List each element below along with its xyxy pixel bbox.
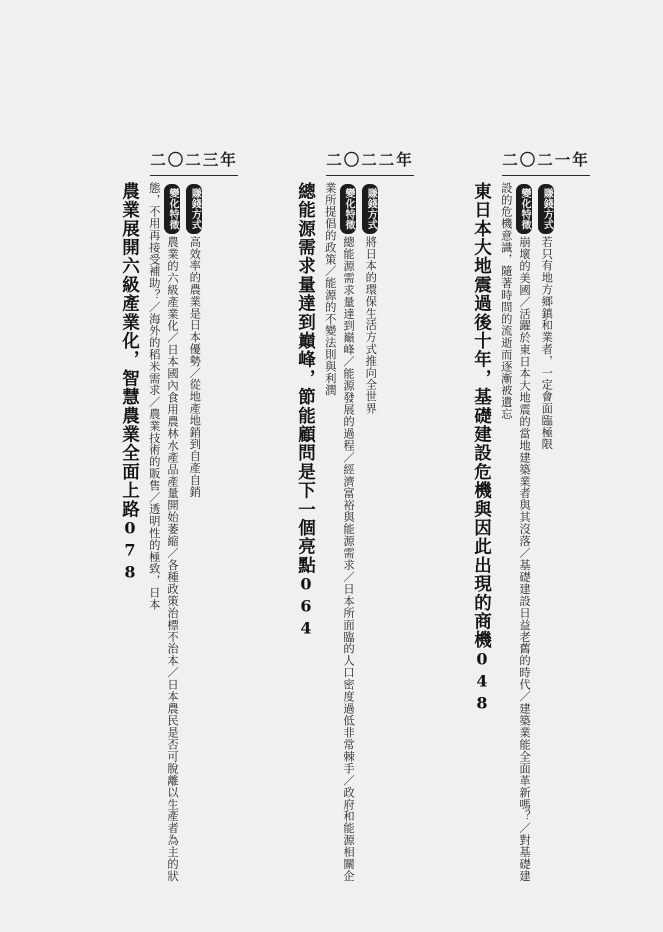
year-label: 二〇二二年 bbox=[326, 148, 414, 176]
column-text: 總能源需求量達到巔峰／能源發展的過程／經濟富裕與能源需求／日本所面臨的人口密度過低非常棘手／政府和能源相關企業所提倡的政策／能源的不變法則與利潤 bbox=[323, 182, 356, 882]
column-text: 崩壞的美國／活躍於東日本大地震的當地建築業者與其沒落／基礎建設日益老舊的時代／建築業能全面革新嗎？／對基礎建設的危機意識，隨著時間的流逝而逐漸被遺忘 bbox=[499, 182, 532, 882]
tag-money-method: 賺錢方式 bbox=[186, 184, 203, 234]
entry-column-money-2021 bbox=[537, 182, 555, 882]
page-number: 048 bbox=[472, 649, 492, 716]
column-text: 將日本的環保生活方式推向全世界 bbox=[364, 236, 378, 415]
entry-columns-2022 bbox=[316, 182, 379, 882]
headline-text: 東日本大地震過後十年，基礎建設危機與因此出現的商機 bbox=[471, 182, 492, 650]
tag-change-feature: 變化特徵 bbox=[516, 184, 533, 234]
headline-text: 總能源需求量達到巔峰，節能顧問是下一個亮點 bbox=[295, 182, 316, 575]
year-label: 二〇二一年 bbox=[502, 148, 590, 176]
tag-money-method: 賺錢方式 bbox=[538, 184, 555, 234]
entry-body-2022 bbox=[291, 182, 449, 902]
entry-headline-2021 bbox=[469, 182, 492, 802]
entry-column-change-2022 bbox=[320, 182, 357, 882]
entry-column-money-2023 bbox=[185, 182, 203, 882]
page-number: 064 bbox=[296, 574, 316, 641]
entry-body-2021 bbox=[467, 182, 625, 902]
page-number: 078 bbox=[120, 518, 140, 585]
entry-2023 bbox=[115, 148, 273, 908]
entry-columns-2023 bbox=[140, 182, 203, 882]
entry-column-change-2021 bbox=[496, 182, 533, 882]
column-text: 高效率的農業是日本優勢／從地產地銷到自產自銷 bbox=[188, 236, 202, 498]
tag-money-method: 賺錢方式 bbox=[362, 184, 379, 234]
headline-text: 農業展開六級產業化，智慧農業全面上路 bbox=[119, 182, 140, 519]
entry-columns-2021 bbox=[492, 182, 555, 882]
year-label: 二〇二三年 bbox=[150, 148, 238, 176]
entry-headline-2023 bbox=[117, 182, 140, 802]
entry-2021 bbox=[467, 148, 625, 908]
tag-change-feature: 變化特徵 bbox=[164, 184, 181, 234]
column-text: 農業的六級產業化／日本國內食用農林水產品產量開始萎縮／各種政策治標不治本／日本農民是否可脫離以生產者為主的狀態，不用再接受補助？／海外的稻米需求／農業技術的販售／透明性的極致，日本 bbox=[147, 182, 180, 882]
entry-body-2023 bbox=[115, 182, 273, 902]
year-heading-2023 bbox=[115, 148, 273, 178]
entry-column-money-2022 bbox=[361, 182, 379, 882]
year-heading-2022 bbox=[291, 148, 449, 178]
year-heading-2021 bbox=[467, 148, 625, 178]
entry-headline-2022 bbox=[293, 182, 316, 802]
entry-column-change-2023 bbox=[144, 182, 181, 882]
tag-change-feature: 變化特徵 bbox=[340, 184, 357, 234]
entry-2022 bbox=[291, 148, 449, 908]
column-text: 若只有地方鄉鎮和業者，一定會面臨極限 bbox=[540, 236, 554, 451]
entry-columns bbox=[0, 148, 663, 908]
